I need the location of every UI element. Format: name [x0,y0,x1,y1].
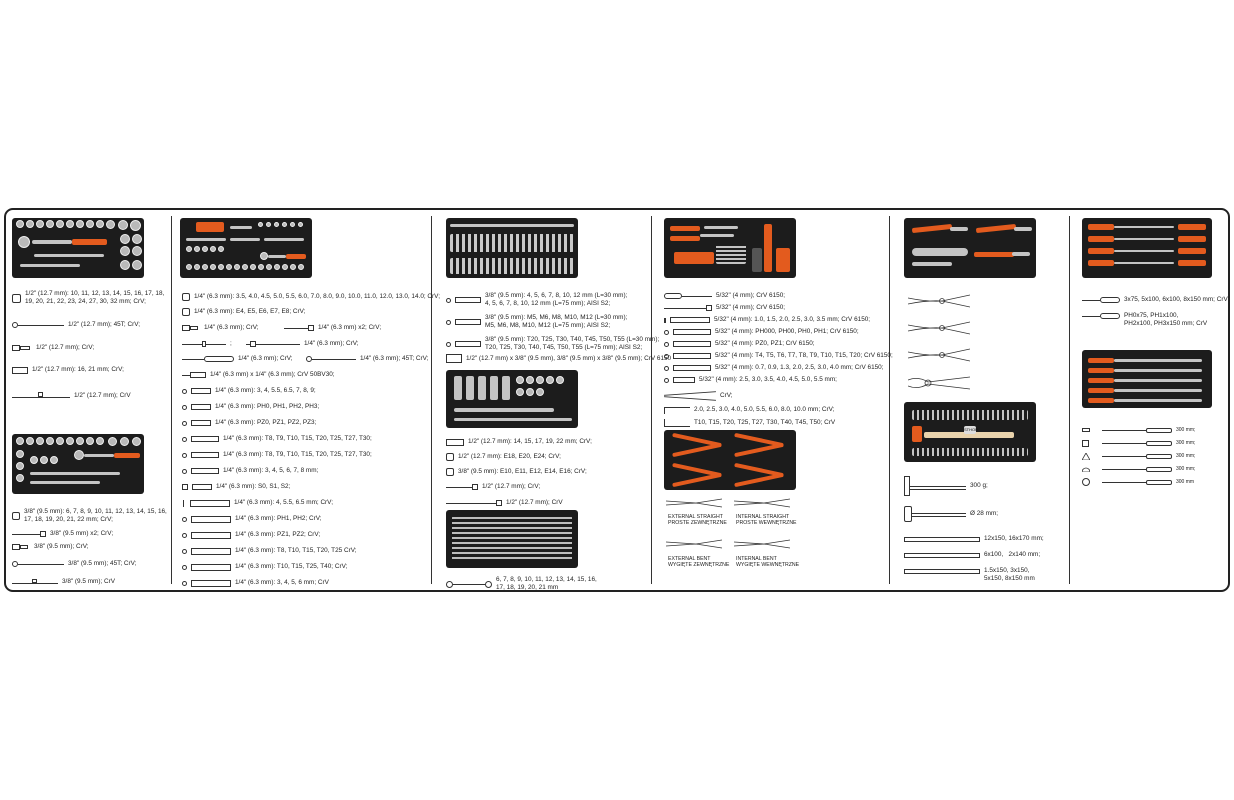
socket-icon [446,453,454,461]
spec-text: 1/2" (12.7 mm); 45T; CrV; [68,321,140,328]
spec-text: 1/4" (6.3 mm) x2; CrV; [318,324,382,331]
bit-holder-icon [182,372,206,378]
pozidriv-bit-icon [664,342,669,347]
socket-bit-icon [664,378,669,383]
spec-text: T10, T15, T20, T25, T27, T30, T40, T45, T50; CrV [694,419,836,426]
tray-combination-wrenches [446,510,578,568]
round-file-icon [1082,478,1090,486]
column-half-inch-sockets [6,216,172,584]
tray-files [1082,350,1212,408]
spec-text: 5/32" (4 mm): T4, T5, T6, T7, T8, T9, T10, T15, T20; CrV 6150; [715,352,893,359]
phillips-screwdriver-icon [1082,313,1120,319]
spec-text: 5/32" (4 mm); CrV 6150; [716,292,786,299]
file-icon [1102,480,1172,485]
chisel-icon [904,537,980,542]
half-round-file-icon [1082,467,1090,472]
socket-icon [12,294,21,303]
spec-text: 1/2" (12.7 mm); CrV; [36,344,95,351]
catalog-panel [4,208,1230,592]
hex-bit-icon [446,298,451,303]
circlip-pliers-internal-bent-icon [734,538,790,550]
spec-text: 1/4" (6.3 mm): 3, 4, 5.5, 6.5, 7, 8, 9; [215,387,316,394]
phillips-bit-icon [664,330,669,335]
spec-text: 300 g; [970,482,988,489]
file-icon [1102,441,1172,446]
t-handle-icon [182,341,226,347]
spark-plug-socket-icon [12,367,28,374]
wrench-icon [446,581,492,588]
spec-text: CrV; [720,392,733,399]
torx-tamper-bit-icon [182,453,187,458]
diagonal-cutter-icon [908,348,970,362]
socket-icon [12,512,20,520]
locking-pliers-icon [908,374,970,392]
spec-text: 1/4" (6.3 mm): PH0, PH1, PH2, PH3; [215,403,320,410]
spec-text: 1/4" (6.3 mm): 3, 4, 5, 6, 7, 8 mm; [223,467,319,474]
spec-text: 1/2" (12.7 mm); CrV [506,499,563,506]
hex-key-icon [664,406,690,414]
spec-text: 1/2" (12.7 mm): E18, E20, E24; CrV; [458,453,561,460]
spec-text: 1.5x150, 3x150, 5x150, 8x150 mm [984,567,1035,582]
torx-bit-icon [664,354,669,359]
spec-text: 1/2" (12.7 mm); CrV [74,392,131,399]
extension-bar-icon [12,531,46,537]
file-icon [1102,428,1172,433]
tray-screwdrivers [1082,218,1212,278]
adapter-icon [182,325,200,331]
combination-pliers-icon [908,294,970,308]
spec-text: 3/8" (9.5 mm): 4, 5, 6, 7, 8, 10, 12 mm (L=30 mm); 4, 5, 6, 7, 8, 10, 12 mm (L=75 mm); AISI S2; [485,292,628,307]
deep-socket-icon [446,439,464,446]
pozidriv-bit-icon [182,421,187,426]
spec-text: 1/2" (12.7 mm): 10, 11, 12, 13, 14, 15, 16, 17, 18, 19, 20, 21, 22, 23, 24, 27, 30, 32 mm; CrV; [25,290,165,305]
tray-pliers [904,218,1036,278]
spec-text: 6, 7, 8, 9, 10, 11, 12, 13, 14, 15, 16, 17, 18, 19, 20, 21 mm [496,576,597,591]
spec-text: 1/2" (12.7 mm); CrV; [482,483,541,490]
spec-text: 3/8" (9.5 mm): T20, T25, T30, T40, T45, T50, T55 (L=30 mm); T20, T25, T30, T40, T45, T50, T55 (L=75 mm); AISI S2; [485,336,660,351]
spec-text: 3/8" (9.5 mm) x2; CrV; [50,530,114,537]
spec-text: PH0x75, PH1x100, PH2x100, PH3x150 mm; CrV [1124,312,1208,327]
hex-long-bit-icon [182,581,187,586]
file-icon [1102,454,1172,459]
spec-text: ; [230,340,232,347]
spec-text: 1/4" (6.3 mm): S0, S1, S2; [216,483,291,490]
spec-text: 1/4" (6.3 mm): E4, E5, E6, E7, E8; CrV; [194,308,306,315]
adapter-icon [12,544,30,550]
spec-text: 1/4" (6.3 mm): T8, T9, T10, T15, T20, T25, T27, T30; [223,451,372,458]
plier-caption: INTERNAL BENT WYGIĘTE WEWNĘTRZNE [736,556,800,568]
spec-text: 300 mm; [1176,453,1196,459]
spec-text: 1/2" (12.7 mm): 16, 21 mm; CrV; [32,366,124,373]
spec-text: 3/8" (9.5 mm): M5, M6, M8, M10, M12 (L=30 mm); M5, M6, M8, M10, M12 (L=75 mm); AISI S2; [485,314,628,329]
tray-precision-hex [664,218,796,278]
t-bar-icon [12,392,70,400]
spec-text: 1/2" (12.7 mm): 14, 15, 17, 19, 22 mm; CrV; [468,438,592,445]
spec-text: 5/32" (4 mm): 2.5, 3.0, 3.5, 4.0, 4.5, 5.0, 5.5 mm; [699,376,837,383]
tray-long-bits [446,218,578,278]
torx-key-icon [664,419,690,427]
extension-icon [664,305,712,311]
spec-text: 3x75, 5x100, 6x100, 8x150 mm; CrV; [1124,296,1230,303]
tray-quarter-inch-set [180,218,312,278]
spec-text: 1/4" (6.3 mm) x 1/4" (6.3 mm); CrV 50BV30; [210,371,335,378]
spec-text: 1/4" (6.3 mm): T8, T9, T10, T15, T20, T25, T27, T30; [223,435,372,442]
torx-bit-icon [446,342,451,347]
spec-text: 1/4" (6.3 mm): PZ0, PZ1, PZ2, PZ3; [215,419,317,426]
spec-text: 5/32" (4 mm): PH000, PH00, PH0, PH1; CrV 6150; [715,328,859,335]
torx-long-bit-icon [182,549,187,554]
t-bar-icon [12,579,58,586]
hammer-icon [904,476,966,496]
precision-handle-icon [664,293,712,299]
spec-text: 300 mm [1176,479,1195,485]
torx-bit-icon [182,437,187,442]
extension-bar-icon [284,325,314,331]
spec-text: 1/4" (6.3 mm): T10, T15, T25, T40; CrV; [235,563,348,570]
brand-label: STHOR [964,427,978,432]
spec-text: 3/8" (9.5 mm); CrV [62,578,116,585]
adapter-icon [12,345,32,351]
spec-text: 1/4" (6.3 mm); CrV; [204,324,259,331]
spec-text: 3/8" (9.5 mm): 6, 7, 8, 9, 10, 11, 12, 13, 14, 15, 16, 17, 18, 19, 20, 21, 22 mm; CrV; [24,508,167,523]
plier-caption: EXTERNAL STRAIGHT PROSTE ZEWNĘTRZNE [668,514,727,526]
column-screwdrivers-files [1070,216,1228,584]
tray-circlip-pliers [664,430,796,490]
spinner-handle-icon [182,356,234,362]
phillips-long-bit-icon [182,517,187,522]
flex-extension-icon [246,341,300,347]
slotted-bit-icon [182,500,186,507]
spec-text: 3/8" (9.5 mm): E10, E11, E12, E14, E16; CrV; [458,468,587,475]
hex-bit-icon [664,366,669,371]
ratchet-icon [12,561,64,567]
spec-text: 1/4" (6.3 mm); CrV; [304,340,359,347]
column-precision-set [652,216,893,584]
phillips-bit-icon [182,405,187,410]
spline-bit-icon [446,320,451,325]
square-file-icon [1082,440,1090,447]
column-bits-sockets-wrenches [432,216,672,591]
ratchet-icon [306,356,356,362]
column-pliers-hammers [890,216,1070,584]
spec-text: 300 mm; [1176,440,1196,446]
socket-icon [446,468,454,476]
spec-text: 1/4" (6.3 mm): T8, T10, T15, T20, T25 CrV; [235,547,357,554]
spec-text: 1/4" (6.3 mm); 45T; CrV; [360,355,429,362]
spec-text: 1/4" (6.3 mm); CrV; [238,355,293,362]
column-quarter-inch-set [172,216,440,586]
socket-icon [182,293,190,301]
bit-adapter-icon [446,354,462,363]
spec-text: 1/4" (6.3 mm): PZ1, PZ2; CrV; [235,531,321,538]
triangle-file-icon [1082,453,1090,460]
spec-text: 5/32" (4 mm); CrV 6150; [716,304,786,311]
spec-text: 3/8" (9.5 mm); 45T; CrV; [68,560,137,567]
mallet-icon [904,506,966,522]
torx-tamper-long-bit-icon [182,565,187,570]
spec-text: 1/4" (6.3 mm): 4, 5.5, 6.5 mm; CrV; [234,499,333,506]
spec-text: 5/32" (4 mm): 0.7, 0.9, 1.3, 2.0, 2.5, 3.0, 4.0 mm; CrV 6150; [715,364,884,371]
spec-text: Ø 28 mm; [970,510,999,517]
punch-icon [904,569,980,574]
spec-text: 3/8" (9.5 mm); CrV; [34,543,89,550]
spec-text: 12x150, 16x170 mm; [984,535,1044,542]
spec-text: 6x100, 2x140 mm; [984,551,1041,558]
tray-three-eighth-sockets [12,434,144,494]
file-icon [1102,467,1172,472]
plier-caption: INTERNAL STRAIGHT PROSTE WEWNĘTRZNE [736,514,797,526]
slotted-bit-icon [664,318,666,323]
circlip-pliers-external-bent-icon [666,538,722,550]
flat-file-icon [1082,428,1090,432]
spec-text: 5/32" (4 mm): PZ0, PZ1; CrV 6150; [715,340,815,347]
extension-bar-icon [446,484,478,490]
socket-icon [182,308,190,316]
long-nose-pliers-icon [908,321,970,335]
water-pump-pliers-icon [664,391,716,401]
slotted-screwdriver-icon [1082,297,1120,303]
circlip-pliers-external-straight-icon [666,497,722,509]
extension-bar-icon [446,500,502,506]
square-bit-icon [182,484,188,490]
hex-key-bit-icon [182,469,187,474]
tray-hammers [904,402,1036,462]
spec-text: 5/32" (4 mm): 1.0, 1.5, 2.0, 2.5, 3.0, 3.5 mm; CrV 6150; [714,316,871,323]
spec-text: 1/4" (6.3 mm): 3.5, 4.0, 4.5, 5.0, 5.5, 6.0, 7.0, 8.0, 9.0, 10.0, 11.0, 12.0, 13.0, 14.0; CrV; [194,293,440,300]
spec-text: 1/4" (6.3 mm): 3, 4, 5, 6 mm; CrV [235,579,329,586]
tray-deep-sockets [446,370,578,428]
spec-text: 2.0, 2.5, 3.0, 4.0, 5.0, 5.5, 6.0, 8.0, 10.0 mm; CrV; [694,406,835,413]
cape-chisel-icon [904,553,980,558]
ratchet-icon [12,322,64,328]
circlip-pliers-internal-straight-icon [734,497,790,509]
pozidriv-long-bit-icon [182,533,187,538]
spec-text: 300 mm; [1176,427,1196,433]
plier-caption: EXTERNAL BENT WYGIĘTE ZEWNĘTRZNE [668,556,730,568]
spec-text: 1/2" (12.7 mm) x 3/8" (9.5 mm), 3/8" (9.5 mm) x 3/8" (9.5 mm); CrV 6150 [466,354,672,362]
spec-text: 300 mm; [1176,466,1196,472]
spec-text: 1/4" (6.3 mm): PH1, PH2; CrV; [235,515,322,522]
tray-half-inch-sockets [12,218,144,278]
hex-bit-icon [182,389,187,394]
